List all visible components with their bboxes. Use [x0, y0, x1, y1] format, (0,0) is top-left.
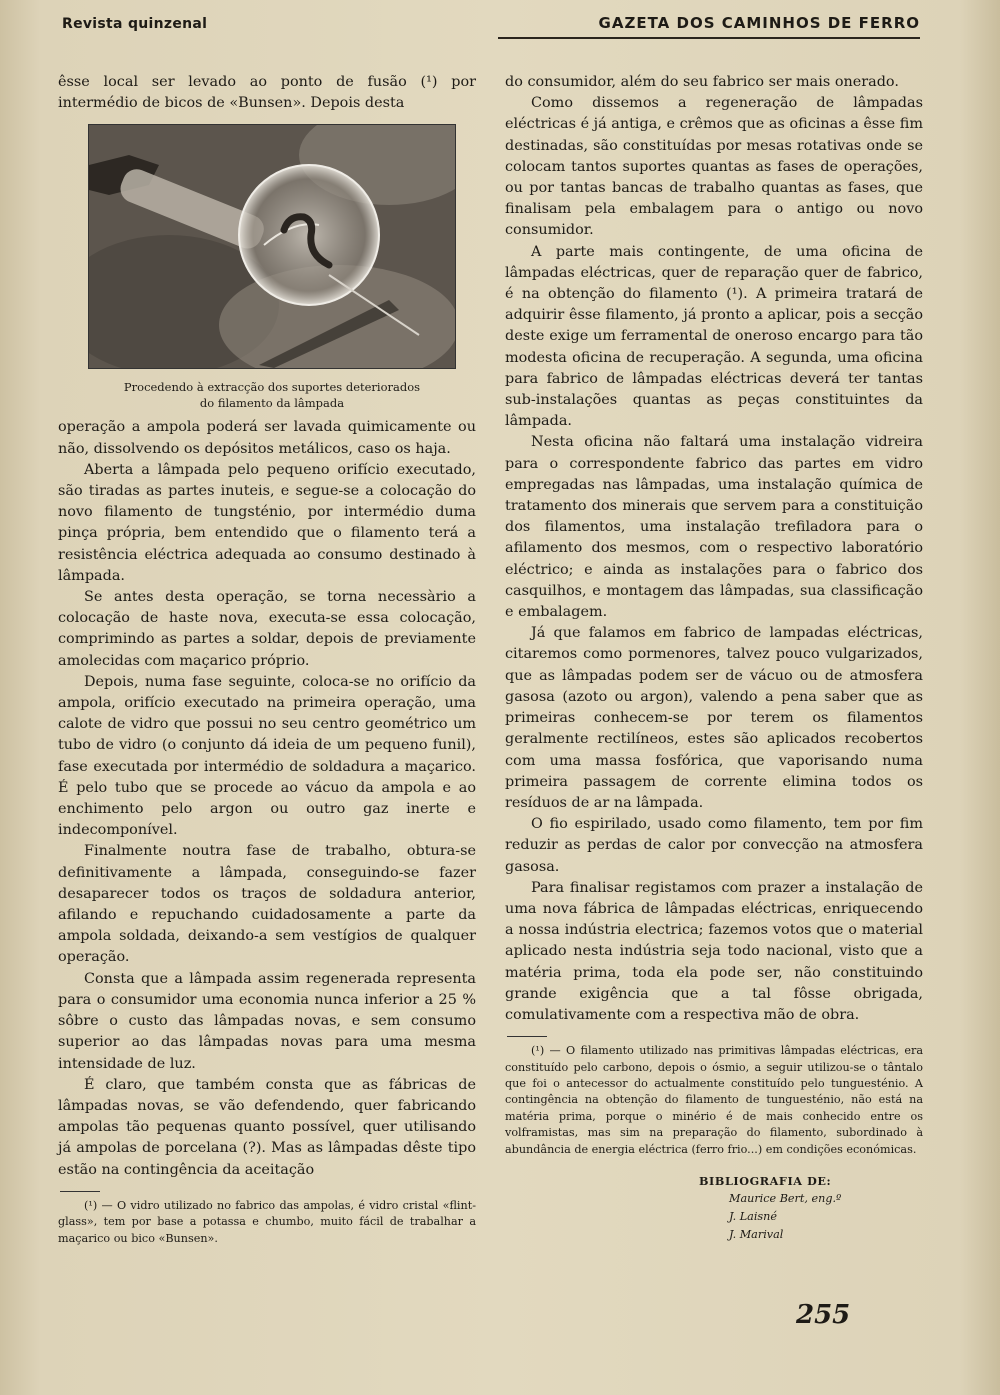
- left-column: [58, 72, 476, 1247]
- figure-caption: [88, 379, 456, 411]
- paragraph: êsse local ser levado ao ponto de fusão (¹) por intermédio de bicos de «Bunsen». Depois desta: [58, 74, 476, 112]
- paragraph: O fio espirilado, usado como filamento, tem por fim reduzir as perdas de calor por convecção na atmosfera gasosa.: [505, 816, 923, 875]
- paragraph: Aberta a lâmpada pelo pequeno orifício executado, são tiradas as partes inuteis, e segue-se a colocação do novo filamento de tungsténio, por intermédio duma pinça própria, bem entendido que o filamento terá a resistência eléctrica adequada ao consumo destinado à lâmpada.: [58, 461, 476, 584]
- bibliography-title: BIBLIOGRAFIA DE:: [699, 1173, 832, 1188]
- header-left: Revista quinzenal: [62, 16, 208, 32]
- bibliography-author: J. Marival: [729, 1227, 784, 1241]
- paragraph: Consta que a lâmpada assim regenerada representa para o consumidor uma economia nunca inferior a 25 % sôbre o custo das lâmpadas novas, e sem consumo superior ao das lâmpadas novas para uma mesma intensidade de luz.: [58, 970, 476, 1072]
- bibliography-author: J. Laisné: [729, 1209, 777, 1223]
- footnote-rule: [507, 1036, 547, 1037]
- figure: [88, 124, 456, 411]
- page-number: 255: [796, 1300, 851, 1330]
- paragraph: Se antes desta operação, se torna necessàrio a colocação de haste nova, executa-se essa colocação, comprimindo as partes a soldar, depois de previamente amolecidas com maçarico próprio.: [58, 589, 476, 669]
- bibliography-author: Maurice Bert, eng.º: [729, 1191, 842, 1205]
- paragraph: Para finalisar registamos com prazer a instalação de uma nova fábrica de lâmpadas eléctricas, enriquecendo a nossa indústria electrica; fazemos votos que o material aplicado nesta indústria seja todo nacional, visto que a matéria prima, toda ela pode ser, não constituindo grande exigência que a tal fôsse obrigada, comulativamente com a respectiva mão de obra.: [505, 879, 923, 1023]
- header-rule: [498, 37, 920, 39]
- paragraph: Finalmente noutra fase de trabalho, obtura-se definitivamente a lâmpada, conseguindo-se fazer desaparecer todos os traços de soldadura anterior, afilando e repuchando cuidadosamente a parte da ampola soldada, deixando-a sem vestígios de qualquer operação.: [58, 843, 476, 966]
- photo-illustration: [89, 125, 455, 368]
- footnote: (¹) — O filamento utilizado nas primitivas lâmpadas eléctricas, era constituído pelo carbono, depois o ósmio, a seguir utilizou-se o tântalo que foi o antecessor do actualmente constituído pelo tunguesténio. A contingência na obtenção do filamento de tunguesténio, não está na matéria prima, porque o minério é de mais conhecido entre os volframistas, mas sim na preparação do filamento, subordinado à abundância de energia eléctrica (ferro frio...) em condições económicas.: [505, 1044, 923, 1156]
- paragraph: Como dissemos a regeneração de lâmpadas eléctricas é já antiga, e crêmos que as oficinas a êsse fim destinadas, são constituídas por mesas rotativas onde se colocam tantos suportes quantas as fases de operações, ou por tantas bancas de trabalho quantas as fases, que finalisam pela embalagem para o antigo ou novo consumidor.: [505, 95, 923, 239]
- bibliography: [699, 1172, 923, 1244]
- footnote-rule: [60, 1191, 100, 1192]
- paragraph: Nesta oficina não faltará uma instalação vidreira para o correspondente fabrico das partes em vidro empregadas nas lâmpadas, uma instalação química de tratamento dos minerais que servem para a constituição dos filamentos, uma instalação trefiladora para o afilamento dos mesmos, com o respectivo laboratório eléctrico; e ainda as instalações para o fabrico dos casquilhos, e montagem das lâmpadas, sua classificação e embalagem.: [505, 434, 923, 621]
- caption-line: Procedendo à extracção dos suportes deteriorados: [123, 380, 421, 395]
- photo-lamp-filament: [88, 124, 456, 369]
- paragraph: operação a ampola poderá ser lavada quimicamente ou não, dissolvendo os depósitos metálicos, caso os haja.: [58, 419, 476, 457]
- footnote: (¹) — O vidro utilizado no fabrico das ampolas, é vidro cristal «flint-glass», tem por base a potassa e chumbo, muito fácil de trabalhar a maçarico ou bico «Bunsen».: [58, 1198, 476, 1245]
- paragraph: Já que falamos em fabrico de lampadas eléctricas, citaremos como pormenores, talvez pouco vulgarizados, que as lâmpadas podem ser de vácuo ou de atmosfera gasosa (azoto ou argon), valendo a pena saber que as primeiras conhecem-se por terem os filamentos geralmente rectilíneos, estes são aplicados recobertos com uma massa fosfórica, que vaporisando numa primeira passagem de corrente elimina todos os resíduos de ar na lâmpada.: [505, 625, 923, 811]
- header-right: GAZETA DOS CAMINHOS DE FERRO: [598, 14, 920, 32]
- paragraph: Depois, numa fase seguinte, coloca-se no orifício da ampola, orifício executado na primeira operação, uma calote de vidro que possui no seu centro geométrico um tubo de vidro (o conjunto dá ideia de um pequeno funil), fase executada por intermédio de soldadura a maçarico. É pelo tubo que se procede ao vácuo da ampola e ao enchimento pelo argon ou outro gaz inerte e indecomponível.: [58, 673, 476, 839]
- right-column: [505, 72, 923, 1244]
- caption-line: do filamento da lâmpada: [199, 396, 345, 411]
- paragraph: do consumidor, além do seu fabrico ser mais onerado.: [505, 74, 899, 90]
- paragraph: A parte mais contingente, de uma oficina de lâmpadas eléctricas, quer de reparação quer de fabrico, é na obtenção do filamento (¹). A primeira tratará de adquirir êsse filamento, já pronto a aplicar, pois a secção deste exige um ferramental de oneroso encargo para tão modesta oficina de recuperação. A segunda, uma oficina para fabrico de lâmpadas eléctricas deverá ter tantas sub-instalações quantas as peças constituintes da lâmpada.: [505, 243, 923, 430]
- paragraph: É claro, que também consta que as fábricas de lâmpadas novas, se vão defendendo, quer fabricando ampolas tão pequenas quanto possível, quer utilisando já ampolas de porcelana (?). Mas as lâmpadas dêste tipo estão na contingência da aceitação: [58, 1076, 476, 1178]
